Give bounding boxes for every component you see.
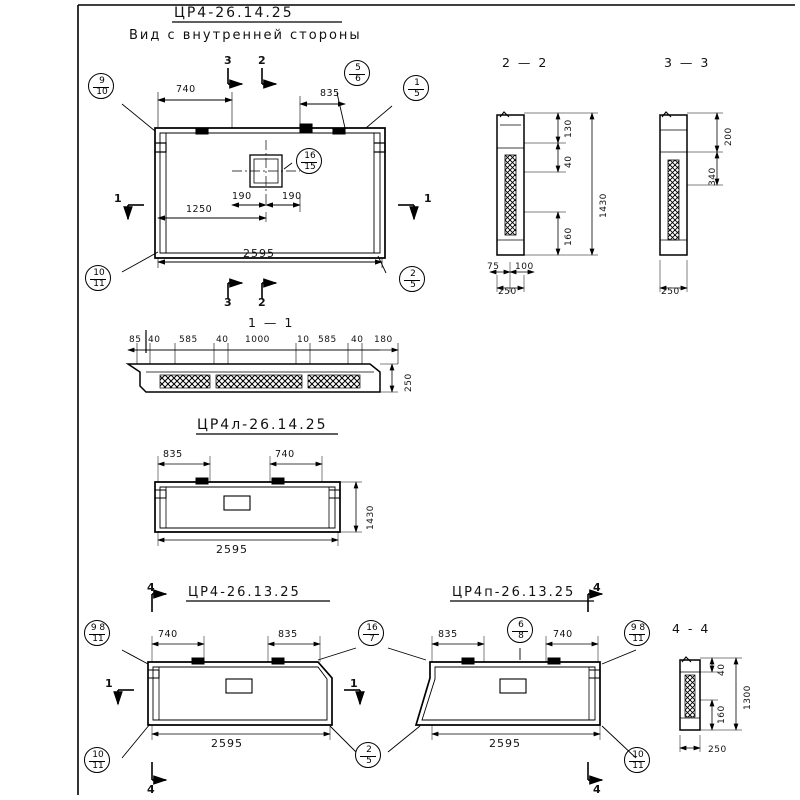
callout-16-7[interactable] bbox=[358, 620, 384, 646]
cut-mark-3-top: 3 bbox=[224, 54, 233, 67]
callout-bottom: 7 bbox=[369, 634, 375, 644]
callout-bottom: 11 bbox=[632, 634, 644, 644]
callout-top: 10 bbox=[632, 750, 644, 760]
dim-180: 180 bbox=[374, 335, 393, 345]
cut-mark-4-bottomright: 4 bbox=[593, 783, 602, 796]
section-3-3-title: 3 — 3 bbox=[664, 55, 711, 70]
dim-85: 85 bbox=[129, 335, 142, 345]
variant-l-title: ЦР4л-26.14.25 bbox=[197, 417, 328, 433]
dim-10: 10 bbox=[297, 335, 310, 345]
dim-2595-main: 2595 bbox=[243, 247, 275, 260]
dim-1430-varl: 1430 bbox=[366, 505, 376, 530]
callout-top: 16 bbox=[304, 151, 316, 161]
callout-2-5[interactable] bbox=[399, 266, 425, 292]
cut-mark-3-bottom: 3 bbox=[224, 296, 233, 309]
dim-40-sec4: 40 bbox=[717, 663, 727, 676]
dim-835-br: 835 bbox=[438, 629, 458, 640]
main-title: ЦР4-26.14.25 bbox=[174, 5, 294, 21]
dim-40-a: 40 bbox=[148, 335, 161, 345]
callout-16-15[interactable] bbox=[296, 148, 322, 174]
dim-740-br: 740 bbox=[553, 629, 573, 640]
callout-bottom: 11 bbox=[632, 761, 644, 771]
dim-2595-varl: 2595 bbox=[216, 543, 248, 556]
cut-mark-1-right: 1 bbox=[424, 192, 433, 205]
cut-mark-2-bottom: 2 bbox=[258, 296, 267, 309]
dim-585-b: 585 bbox=[318, 335, 337, 345]
dim-740-bl: 740 bbox=[158, 629, 178, 640]
callout-10-11-bottom-left[interactable] bbox=[84, 747, 110, 773]
dim-1430-sec2: 1430 bbox=[599, 193, 609, 218]
callout-bottom: 5 bbox=[414, 89, 420, 99]
variant-left-13-title: ЦР4-26.13.25 bbox=[188, 585, 301, 600]
dim-250-sec2: 250 bbox=[498, 287, 517, 297]
callout-bottom: 11 bbox=[92, 761, 104, 771]
section-2-2-title: 2 — 2 bbox=[502, 55, 549, 70]
callout-1-5[interactable] bbox=[403, 75, 429, 101]
callout-9-10[interactable] bbox=[88, 73, 114, 99]
dim-835-bl: 835 bbox=[278, 629, 298, 640]
callout-10-11-left[interactable] bbox=[85, 265, 111, 291]
dim-740-varl: 740 bbox=[275, 449, 295, 460]
dim-160: 160 bbox=[564, 227, 574, 246]
callout-top: 6 bbox=[518, 620, 524, 630]
dim-40-c: 40 bbox=[351, 335, 364, 345]
dim-160-sec4: 160 bbox=[717, 705, 727, 724]
dim-2595-br: 2595 bbox=[489, 737, 521, 750]
callout-top: 9 bbox=[99, 76, 105, 86]
callout-top: 16 bbox=[366, 623, 378, 633]
callout-bottom: 11 bbox=[92, 634, 104, 644]
callout-top: 5 bbox=[355, 63, 361, 73]
variant-right-13-title: ЦР4п-26.13.25 bbox=[452, 585, 576, 600]
callout-bottom: 5 bbox=[366, 756, 372, 766]
dim-1000: 1000 bbox=[245, 335, 270, 345]
cut-mark-4-bottomleft: 4 bbox=[147, 783, 156, 796]
callout-98-11[interactable] bbox=[84, 620, 110, 646]
callout-bottom: 11 bbox=[93, 279, 105, 289]
callout-top: 9 8 bbox=[630, 623, 646, 633]
dim-40: 40 bbox=[564, 155, 574, 168]
callout-bottom: 6 bbox=[355, 74, 361, 84]
callout-bottom: 10 bbox=[96, 87, 108, 97]
dim-835-varl: 835 bbox=[163, 449, 183, 460]
dim-1300-sec4: 1300 bbox=[743, 685, 753, 710]
dim-100: 100 bbox=[515, 262, 534, 272]
section-4-4-title: 4 - 4 bbox=[672, 621, 711, 636]
dim-130: 130 bbox=[564, 119, 574, 138]
dim-740-top: 740 bbox=[176, 84, 196, 95]
callout-top: 1 bbox=[414, 78, 420, 88]
callout-top: 2 bbox=[410, 269, 416, 279]
dim-250-sec4: 250 bbox=[708, 745, 727, 755]
dim-250-sec3: 250 bbox=[661, 287, 680, 297]
cut-mark-4-topright: 4 bbox=[593, 581, 602, 594]
callout-bottom: 8 bbox=[518, 631, 524, 641]
cut-mark-1-left: 1 bbox=[114, 192, 123, 205]
dim-2595-bl: 2595 bbox=[211, 737, 243, 750]
callout-98-11-right[interactable] bbox=[624, 620, 650, 646]
callout-2-5-bottom[interactable] bbox=[355, 742, 381, 768]
dim-250-sec1: 250 bbox=[404, 373, 414, 392]
cut-mark-1-bottomleft: 1 bbox=[105, 677, 114, 690]
callout-bottom: 5 bbox=[410, 280, 416, 290]
dim-585-a: 585 bbox=[179, 335, 198, 345]
callout-10-11-bottom-right[interactable] bbox=[624, 747, 650, 773]
main-subtitle: Вид с внутренней стороны bbox=[129, 28, 362, 43]
callout-top: 10 bbox=[92, 750, 104, 760]
dim-835-top: 835 bbox=[320, 88, 340, 99]
callout-top: 9 8 bbox=[90, 623, 106, 633]
cut-mark-2-top: 2 bbox=[258, 54, 267, 67]
cut-mark-4-topleft: 4 bbox=[147, 581, 156, 594]
dim-190-right: 190 bbox=[282, 191, 302, 202]
callout-6-8[interactable] bbox=[507, 617, 533, 643]
section-1-1-title: 1 — 1 bbox=[248, 315, 295, 330]
callout-top: 10 bbox=[93, 268, 105, 278]
cut-mark-1-bottomright: 1 bbox=[350, 677, 359, 690]
callout-top: 2 bbox=[366, 745, 372, 755]
dim-75: 75 bbox=[487, 262, 500, 272]
dim-340: 340 bbox=[708, 167, 718, 186]
dim-40-b: 40 bbox=[216, 335, 229, 345]
callout-5-6[interactable] bbox=[344, 60, 370, 86]
dim-190-left: 190 bbox=[232, 191, 252, 202]
callout-bottom: 15 bbox=[304, 162, 316, 172]
dim-200: 200 bbox=[724, 127, 734, 146]
dim-1250: 1250 bbox=[186, 204, 213, 215]
